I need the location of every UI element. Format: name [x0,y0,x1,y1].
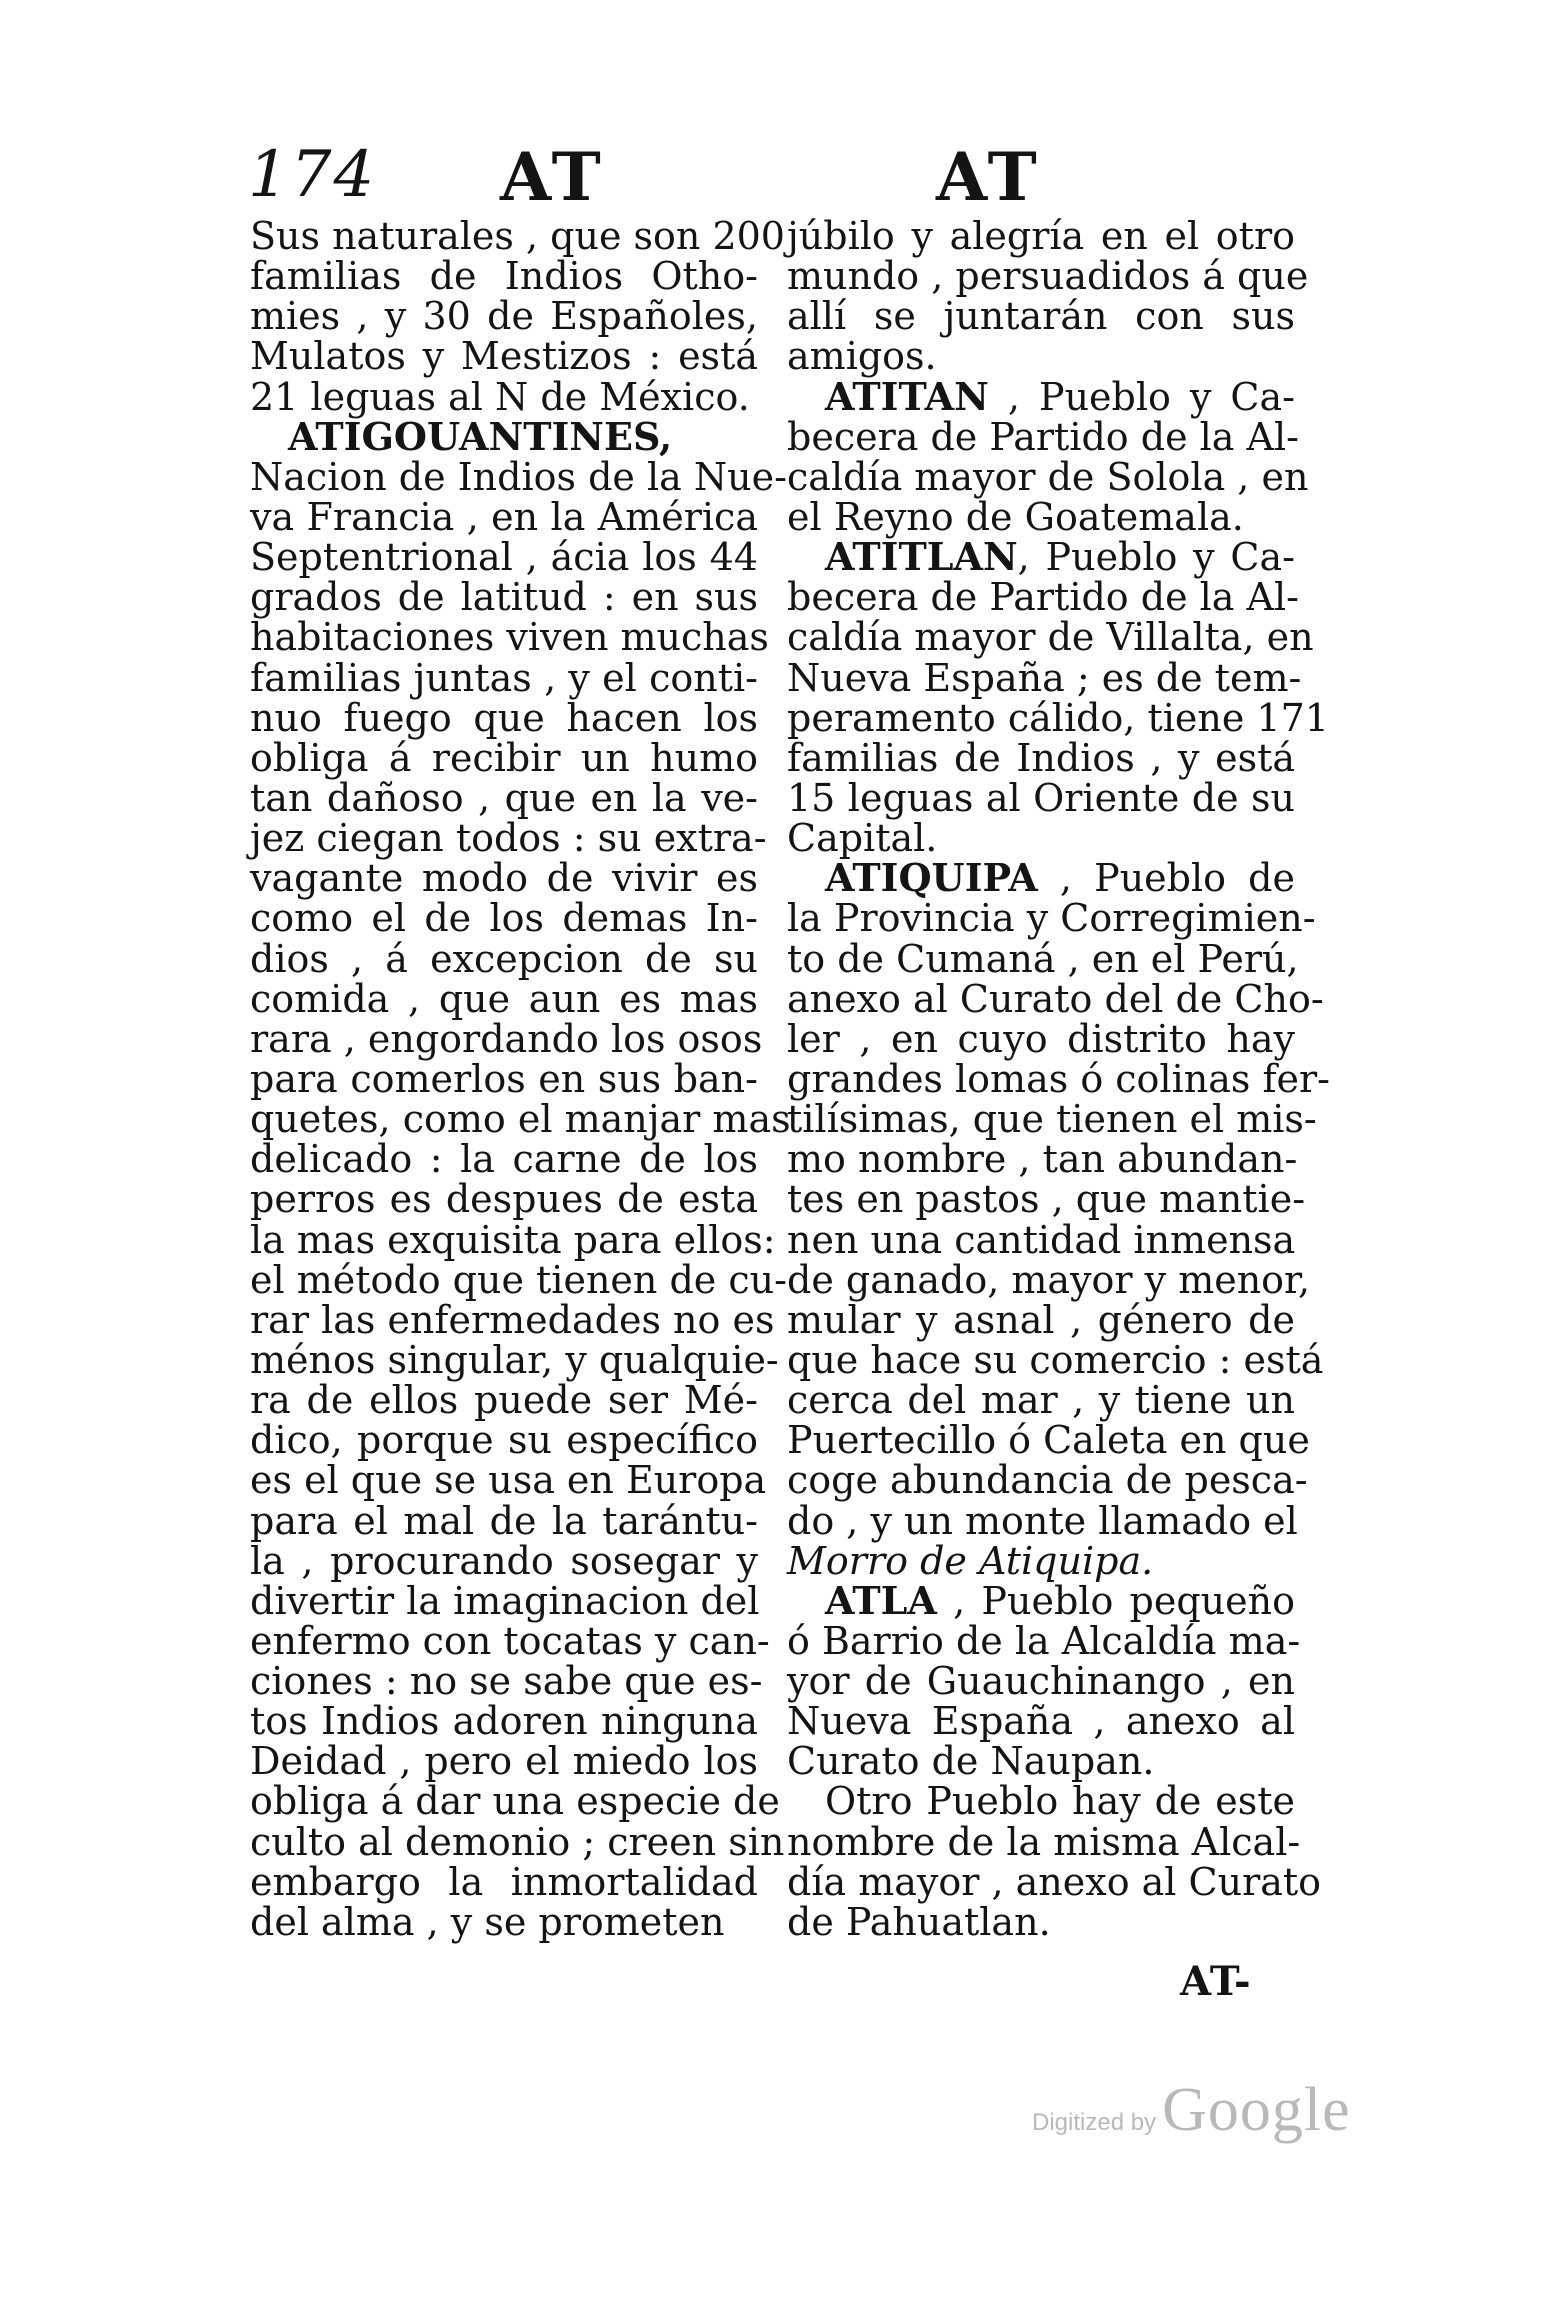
text-line: júbilo y alegría en el otro [787,214,1295,258]
text-line: Otro Pueblo hay de este [825,1779,1295,1824]
text-line: caldía mayor de Villalta, en [787,615,1314,660]
text-line: familias de Indios , y está [787,735,1295,780]
text-line: 15 leguas al Oriente de su [787,775,1295,820]
text-line: ATIQUIPA , Pueblo de [825,855,1295,901]
text-line: Septentrional , ácia los 44 [250,535,758,580]
text-line: nuo fuego que hacen los [250,695,758,740]
text-line: culto al demonio ; creen sin [250,1819,785,1864]
text-line: familias de Indios Otho- [250,254,758,299]
left-text-column [250,214,791,1944]
text-line: tos Indios adoren ninguna [250,1699,758,1744]
text-line: del alma , y se prometen [250,1899,725,1944]
text-line: la mas exquisita para ellos: [250,1217,776,1262]
text-line: la Provincia y Corregimien- [787,896,1316,941]
text-line: Mulatos y Mestizos : está [250,334,758,379]
text-line: Morro de Atiquipa. [787,1538,1154,1583]
text-line: mundo , persuadidos á que [787,254,1309,299]
text-line: amigos. [787,334,937,379]
text-line: Curato de Naupan. [787,1739,1155,1784]
text-line: grandes lomas ó colinas fer- [787,1056,1331,1101]
text-line: Puertecillo ó Caleta en que [787,1418,1310,1463]
text-line: divertir la imaginacion del [250,1578,760,1623]
text-line: la , procurando sosegar y [250,1538,758,1583]
text-line: becera de Partido de la Al- [787,414,1299,459]
text-line: obliga á recibir un humo [250,735,758,780]
text-line: comida , que aun es mas [250,976,758,1021]
text-line: coge abundancia de pesca- [787,1458,1308,1503]
catchword: AT- [1180,1958,1252,2005]
text-line: ler , en cuyo distrito hay [787,1016,1295,1061]
text-line: embargo la inmortalidad [250,1859,758,1904]
text-line: rara , engordando los osos [250,1016,763,1061]
text-line: dico, porque su específico [250,1418,758,1463]
text-line: allí se juntarán con sus [787,294,1295,339]
text-line: habitaciones viven muchas [250,615,769,660]
text-line: ménos singular, y qualquie- [250,1337,779,1382]
text-line: el Reyno de Goatemala. [787,494,1244,539]
text-line: familias juntas , y el conti- [250,655,758,700]
text-line: Capital. [787,816,938,861]
text-line: caldía mayor de Solola , en [787,454,1309,499]
text-line: quetes, como el manjar mas [250,1097,791,1142]
text-line: para comerlos en sus ban- [250,1056,758,1101]
left-running-heading: AT [500,138,605,216]
text-line: ra de ellos puede ser Mé- [250,1378,758,1423]
text-line: delicado : la carne de los [250,1137,758,1182]
text-line: ATITLAN, Pueblo y Ca- [825,534,1295,580]
text-line: mular y asnal , género de [787,1297,1295,1342]
google-logo: Google [1162,2076,1351,2144]
text-line: jez ciegan todos : su extra- [250,816,767,861]
text-line: Nueva España ; es de tem- [787,655,1302,700]
text-line: ciones : no se sabe que es- [250,1659,763,1704]
text-line: 21 leguas al N de México. [250,374,750,419]
text-line: perros es despues de esta [250,1177,758,1222]
text-line: el método que tienen de cu- [250,1257,787,1302]
text-line: nen una cantidad inmensa [787,1217,1296,1262]
text-line: Deidad , pero el miedo los [250,1739,758,1784]
text-line: mies , y 30 de Españoles, [250,294,758,339]
text-line: rar las enfermedades no es [250,1297,775,1342]
text-line: yor de Guauchinango , en [787,1659,1295,1704]
text-line: ó Barrio de la Alcaldía ma- [787,1618,1301,1663]
text-line: es el que se usa en Europa [250,1458,767,1503]
text-line: de Pahuatlan. [787,1899,1051,1944]
text-line: como el de los demas In- [250,896,758,941]
text-line: ATLA , Pueblo pequeño [825,1577,1295,1623]
text-line: dios , á excepcion de su [250,936,758,981]
page-number: 174 [248,138,377,212]
text-line: tilísimas, que tienen el mis- [787,1097,1317,1142]
text-line: ATITAN , Pueblo y Ca- [825,373,1295,419]
text-line: Sus naturales , que son 200 [250,214,785,258]
text-line: que hace su comercio : está [787,1337,1324,1382]
text-line: de ganado, mayor y menor, [787,1257,1311,1302]
text-line: do , y un monte llamado el [787,1498,1298,1543]
text-line: grados de latitud : en sus [250,575,758,620]
text-line: va Francia , en la América [250,494,758,539]
text-line: día mayor , anexo al Curato [787,1859,1322,1904]
right-text-column [787,214,1331,1944]
text-line: cerca del mar , y tiene un [787,1378,1295,1423]
text-line: nombre de la misma Alcal- [787,1819,1301,1864]
text-line: ATIGOUANTINES, [288,413,673,459]
text-line: tes en pastos , que mantie- [787,1177,1306,1222]
text-line: tan dañoso , que en la ve- [250,775,758,820]
text-line: to de Cumaná , en el Perú, [787,936,1299,981]
text-line: anexo al Curato del de Cho- [787,976,1324,1021]
watermark-prefix: Digitized by [1032,2109,1157,2136]
text-line: mo nombre , tan abundan- [787,1137,1298,1182]
text-line: enfermo con tocatas y can- [250,1618,770,1663]
text-line: peramento cálido, tiene 171 [787,695,1329,740]
text-line: Nacion de Indios de la Nue- [250,454,787,499]
text-line: obliga á dar una especie de [250,1779,780,1824]
text-line: becera de Partido de la Al- [787,575,1299,620]
text-line: para el mal de la tarántu- [250,1498,758,1543]
text-line: vagante modo de vivir es [250,856,758,901]
right-running-heading: AT [936,138,1041,216]
digitized-by-watermark [1032,2075,1351,2146]
text-line: Nueva España , anexo al [787,1699,1295,1744]
